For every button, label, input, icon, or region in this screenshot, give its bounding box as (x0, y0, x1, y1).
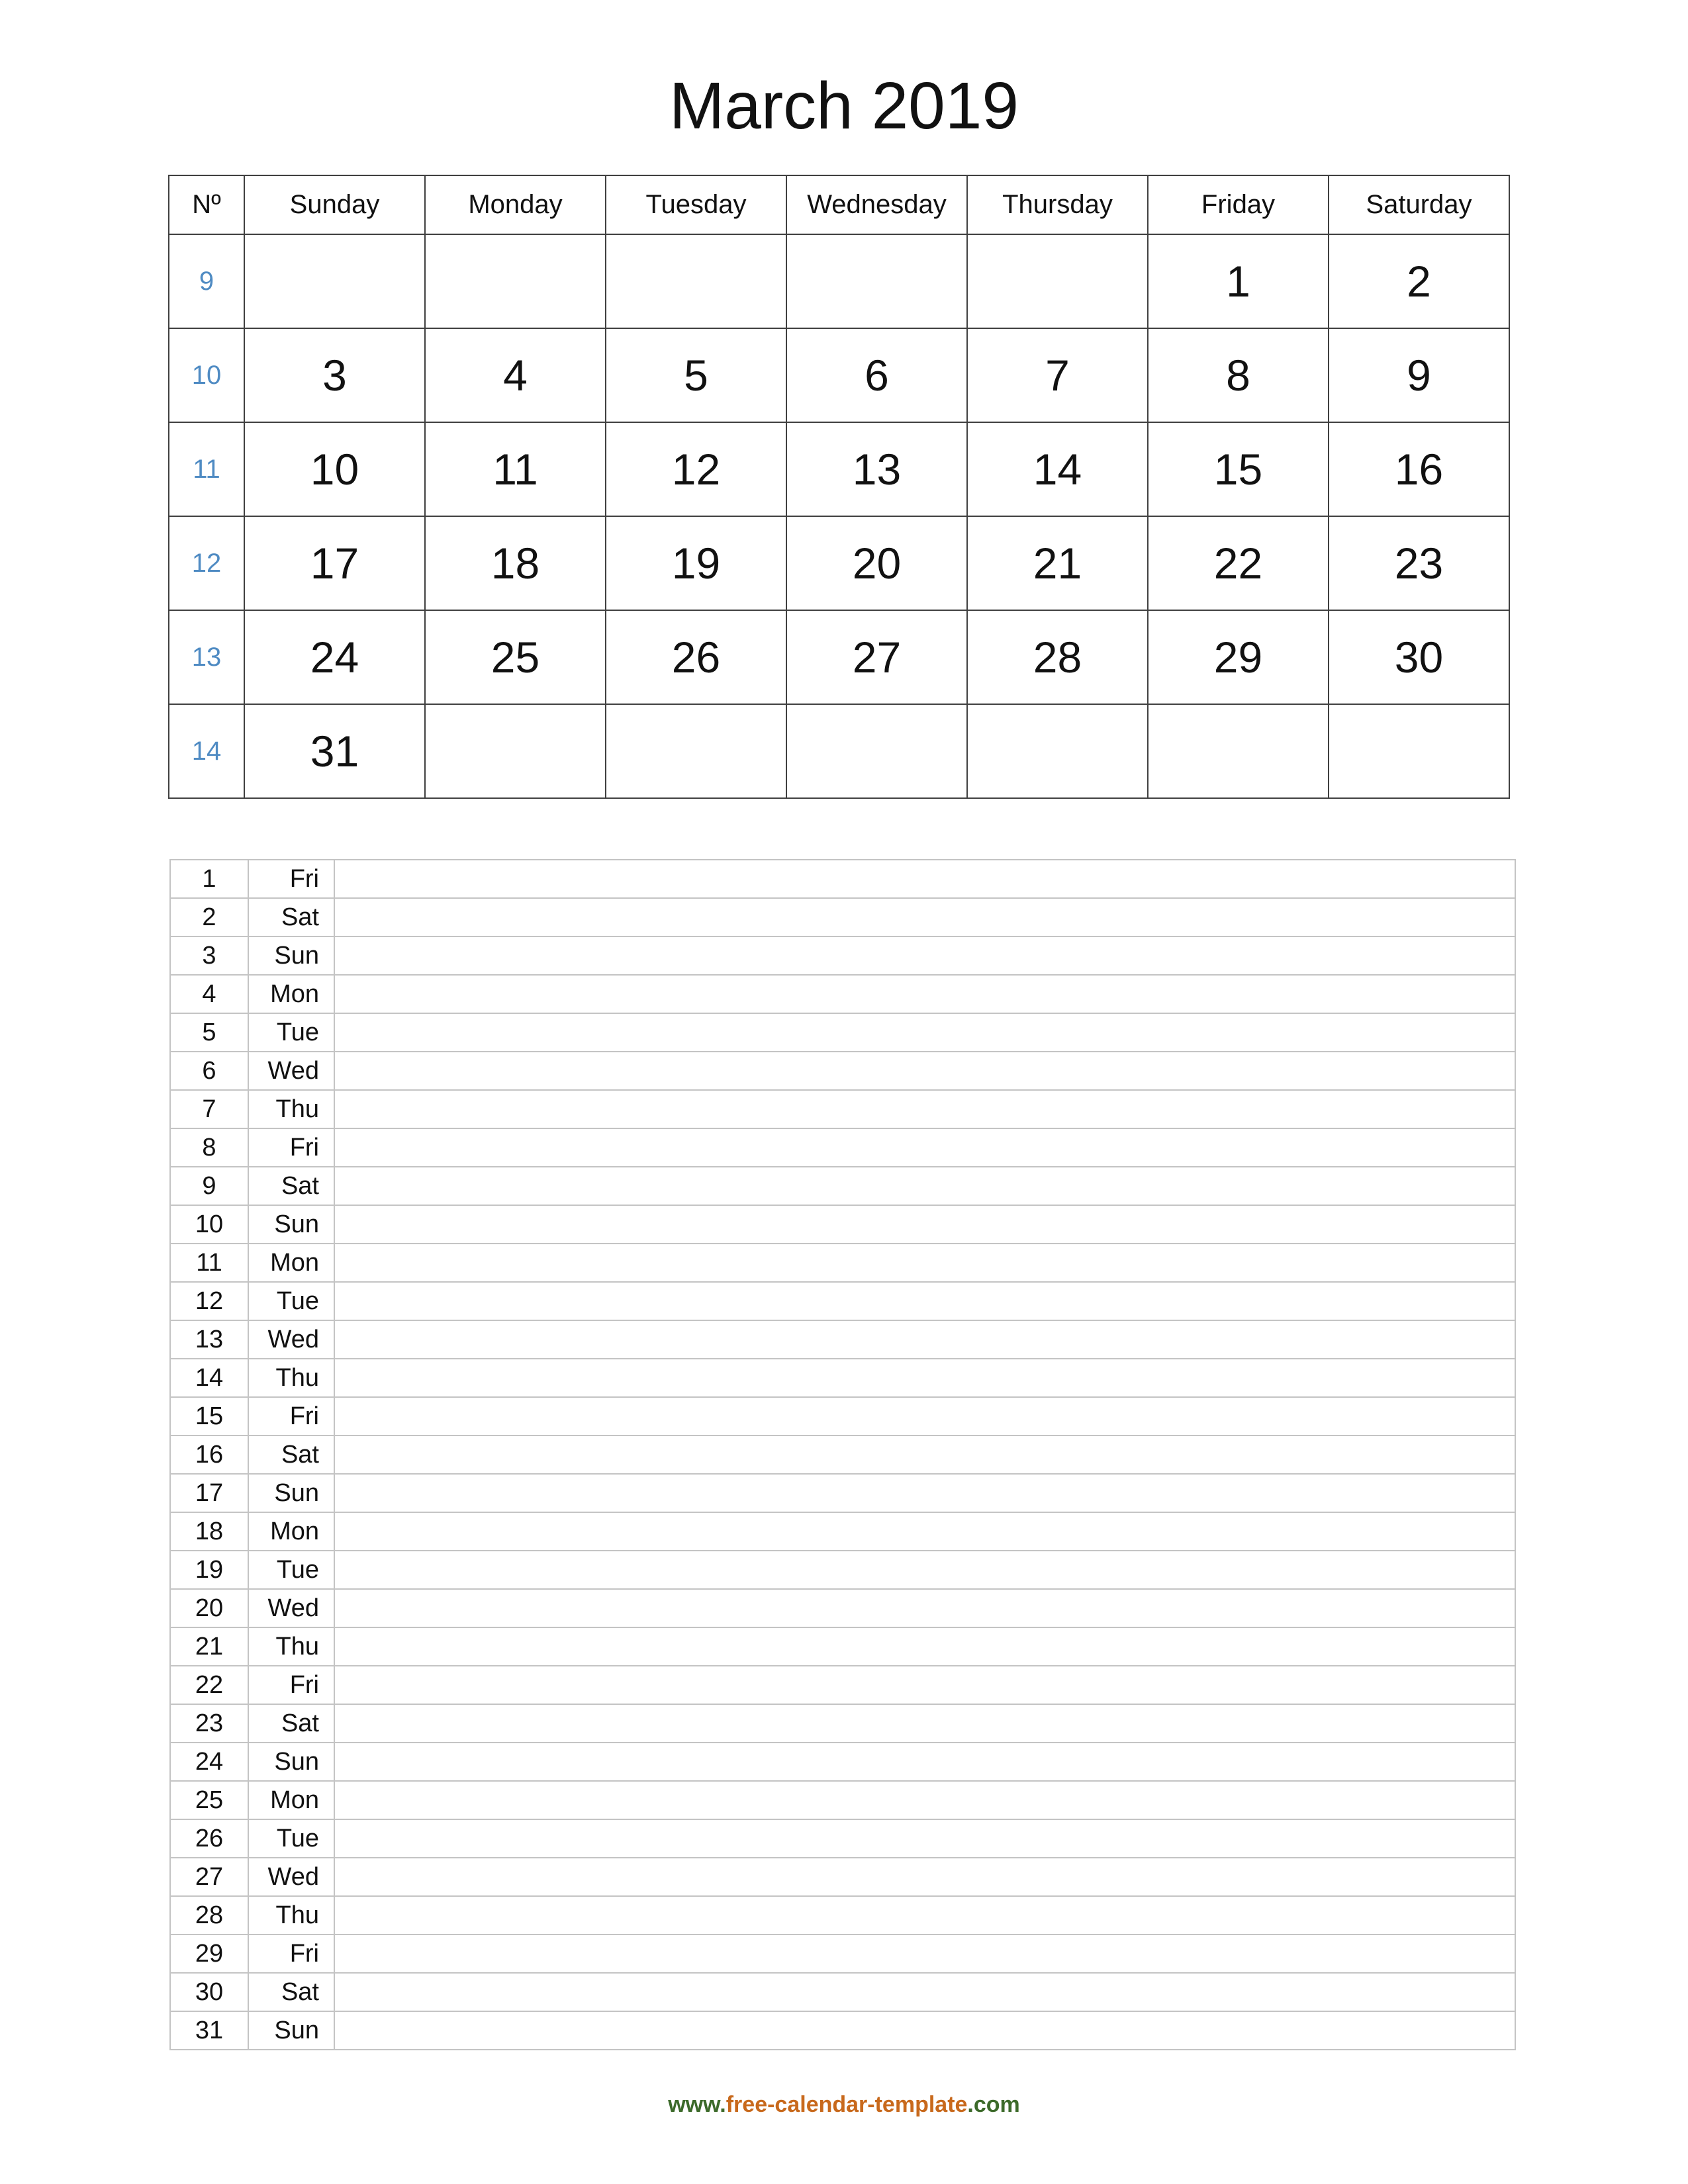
list-note-field[interactable] (334, 1858, 1515, 1896)
list-note-field[interactable] (334, 1819, 1515, 1858)
list-day-number: 22 (170, 1666, 248, 1704)
list-note-field[interactable] (334, 898, 1515, 936)
list-note-field[interactable] (334, 1666, 1515, 1704)
list-item (170, 975, 1515, 1013)
list-note-field[interactable] (334, 2011, 1515, 2050)
list-day-number: 21 (170, 1627, 248, 1666)
list-item (170, 1320, 1515, 1359)
list-note-field[interactable] (334, 1512, 1515, 1551)
week-number: 13 (169, 610, 244, 704)
list-day-number: 20 (170, 1589, 248, 1627)
page-title: March 2019 (669, 69, 1019, 143)
list-day-number: 30 (170, 1973, 248, 2011)
list-weekday: Fri (248, 860, 334, 898)
week-number: 10 (169, 328, 244, 422)
list-note-field[interactable] (334, 1627, 1515, 1666)
list-weekday: Fri (248, 1128, 334, 1167)
list-day-number: 25 (170, 1781, 248, 1819)
list-weekday: Fri (248, 1397, 334, 1435)
day-cell (1148, 704, 1329, 798)
list-day-number: 31 (170, 2011, 248, 2050)
weekday-header: Monday (425, 175, 606, 234)
day-cell: 12 (606, 422, 786, 516)
list-day-number: 6 (170, 1052, 248, 1090)
list-item (170, 1896, 1515, 1934)
list-note-field[interactable] (334, 936, 1515, 975)
footer-suffix: .com (967, 2092, 1020, 2117)
list-day-number: 13 (170, 1320, 248, 1359)
weekday-header: Tuesday (606, 175, 786, 234)
list-note-field[interactable] (334, 1090, 1515, 1128)
week-number: 11 (169, 422, 244, 516)
day-cell: 8 (1148, 328, 1329, 422)
list-weekday: Sun (248, 936, 334, 975)
list-weekday: Wed (248, 1858, 334, 1896)
list-note-field[interactable] (334, 975, 1515, 1013)
list-weekday: Tue (248, 1819, 334, 1858)
list-day-number: 12 (170, 1282, 248, 1320)
list-day-number: 1 (170, 860, 248, 898)
day-cell: 15 (1148, 422, 1329, 516)
list-item (170, 1666, 1515, 1704)
list-note-field[interactable] (334, 1397, 1515, 1435)
list-note-field[interactable] (334, 1052, 1515, 1090)
list-item (170, 1627, 1515, 1666)
list-item (170, 1128, 1515, 1167)
day-cell: 27 (786, 610, 967, 704)
list-weekday: Fri (248, 1666, 334, 1704)
day-cell (606, 234, 786, 328)
day-cell (786, 704, 967, 798)
list-note-field[interactable] (334, 1435, 1515, 1474)
weekday-header: Wednesday (786, 175, 967, 234)
day-cell (425, 234, 606, 328)
list-item (170, 2011, 1515, 2050)
day-cell (425, 704, 606, 798)
day-cell: 19 (606, 516, 786, 610)
list-weekday: Sun (248, 2011, 334, 2050)
list-day-number: 4 (170, 975, 248, 1013)
day-cell: 10 (244, 422, 425, 516)
daily-notes-list (169, 859, 1516, 2050)
week-number: 9 (169, 234, 244, 328)
list-note-field[interactable] (334, 860, 1515, 898)
list-day-number: 15 (170, 1397, 248, 1435)
day-cell: 4 (425, 328, 606, 422)
day-cell: 16 (1329, 422, 1509, 516)
list-note-field[interactable] (334, 1704, 1515, 1743)
list-weekday: Mon (248, 1244, 334, 1282)
day-cell: 29 (1148, 610, 1329, 704)
footer-prefix: www. (668, 2092, 726, 2117)
day-cell: 22 (1148, 516, 1329, 610)
list-weekday: Sun (248, 1474, 334, 1512)
list-weekday: Fri (248, 1934, 334, 1973)
list-weekday: Sat (248, 1435, 334, 1474)
footer-domain: free-calendar-template (726, 2092, 968, 2117)
list-item (170, 1435, 1515, 1474)
list-day-number: 28 (170, 1896, 248, 1934)
list-weekday: Tue (248, 1282, 334, 1320)
day-cell: 14 (967, 422, 1148, 516)
list-weekday: Wed (248, 1589, 334, 1627)
list-item (170, 1167, 1515, 1205)
list-day-number: 23 (170, 1704, 248, 1743)
list-item (170, 1781, 1515, 1819)
list-day-number: 7 (170, 1090, 248, 1128)
list-weekday: Mon (248, 1781, 334, 1819)
day-cell: 18 (425, 516, 606, 610)
list-note-field[interactable] (334, 1934, 1515, 1973)
list-weekday: Sat (248, 1167, 334, 1205)
day-cell: 2 (1329, 234, 1509, 328)
list-note-field[interactable] (334, 1320, 1515, 1359)
day-cell: 5 (606, 328, 786, 422)
list-note-field[interactable] (334, 1244, 1515, 1282)
list-day-number: 19 (170, 1551, 248, 1589)
list-item (170, 1934, 1515, 1973)
weekday-header-row (169, 175, 1509, 234)
day-cell: 26 (606, 610, 786, 704)
list-note-field[interactable] (334, 1896, 1515, 1934)
list-weekday: Mon (248, 1512, 334, 1551)
list-weekday: Sat (248, 898, 334, 936)
day-cell: 24 (244, 610, 425, 704)
list-item (170, 1704, 1515, 1743)
day-cell: 9 (1329, 328, 1509, 422)
day-cell (1329, 704, 1509, 798)
day-cell: 13 (786, 422, 967, 516)
list-weekday: Sun (248, 1743, 334, 1781)
list-item (170, 860, 1515, 898)
day-cell: 21 (967, 516, 1148, 610)
footer-website[interactable] (0, 2090, 1688, 2119)
list-day-number: 9 (170, 1167, 248, 1205)
list-day-number: 16 (170, 1435, 248, 1474)
list-weekday: Tue (248, 1551, 334, 1589)
list-note-field[interactable] (334, 1013, 1515, 1052)
list-weekday: Thu (248, 1090, 334, 1128)
week-number-header: Nº (169, 175, 244, 234)
calendar-week-row (169, 610, 1509, 704)
list-item (170, 1743, 1515, 1781)
list-item (170, 1359, 1515, 1397)
day-cell (967, 234, 1148, 328)
weekday-header: Friday (1148, 175, 1329, 234)
list-item (170, 1052, 1515, 1090)
day-cell: 1 (1148, 234, 1329, 328)
day-cell: 17 (244, 516, 425, 610)
weekday-header: Sunday (244, 175, 425, 234)
list-item (170, 1512, 1515, 1551)
list-item (170, 1397, 1515, 1435)
list-item (170, 1013, 1515, 1052)
day-cell (786, 234, 967, 328)
calendar-week-row (169, 234, 1509, 328)
day-cell: 3 (244, 328, 425, 422)
list-day-number: 3 (170, 936, 248, 975)
list-item (170, 936, 1515, 975)
calendar-week-row (169, 516, 1509, 610)
list-day-number: 8 (170, 1128, 248, 1167)
list-item (170, 898, 1515, 936)
day-cell (967, 704, 1148, 798)
list-note-field[interactable] (334, 1167, 1515, 1205)
list-note-field[interactable] (334, 1474, 1515, 1512)
list-day-number: 17 (170, 1474, 248, 1512)
list-weekday: Thu (248, 1359, 334, 1397)
list-note-field[interactable] (334, 1128, 1515, 1167)
list-weekday: Tue (248, 1013, 334, 1052)
list-note-field[interactable] (334, 1781, 1515, 1819)
calendar-week-row (169, 422, 1509, 516)
list-note-field[interactable] (334, 1589, 1515, 1627)
list-item (170, 1205, 1515, 1244)
day-cell: 6 (786, 328, 967, 422)
list-day-number: 10 (170, 1205, 248, 1244)
weekday-header: Saturday (1329, 175, 1509, 234)
list-item (170, 1973, 1515, 2011)
calendar-week-row (169, 328, 1509, 422)
list-item (170, 1551, 1515, 1589)
day-cell (244, 234, 425, 328)
list-item (170, 1474, 1515, 1512)
list-weekday: Thu (248, 1896, 334, 1934)
month-calendar-grid (168, 175, 1510, 799)
day-cell: 28 (967, 610, 1148, 704)
list-item (170, 1819, 1515, 1858)
list-item (170, 1858, 1515, 1896)
list-note-field[interactable] (334, 1551, 1515, 1589)
list-day-number: 24 (170, 1743, 248, 1781)
day-cell: 11 (425, 422, 606, 516)
calendar-week-row (169, 704, 1509, 798)
list-day-number: 2 (170, 898, 248, 936)
list-weekday: Wed (248, 1320, 334, 1359)
list-weekday: Wed (248, 1052, 334, 1090)
list-weekday: Mon (248, 975, 334, 1013)
day-cell: 31 (244, 704, 425, 798)
day-cell: 25 (425, 610, 606, 704)
list-day-number: 27 (170, 1858, 248, 1896)
day-cell (606, 704, 786, 798)
list-day-number: 14 (170, 1359, 248, 1397)
list-note-field[interactable] (334, 1359, 1515, 1397)
list-item (170, 1244, 1515, 1282)
list-note-field[interactable] (334, 1205, 1515, 1244)
day-cell: 7 (967, 328, 1148, 422)
list-day-number: 29 (170, 1934, 248, 1973)
list-weekday: Sun (248, 1205, 334, 1244)
day-cell: 20 (786, 516, 967, 610)
list-note-field[interactable] (334, 1282, 1515, 1320)
day-cell: 30 (1329, 610, 1509, 704)
list-item (170, 1589, 1515, 1627)
list-day-number: 11 (170, 1244, 248, 1282)
list-weekday: Thu (248, 1627, 334, 1666)
list-day-number: 26 (170, 1819, 248, 1858)
list-item (170, 1282, 1515, 1320)
list-weekday: Sat (248, 1973, 334, 2011)
list-day-number: 5 (170, 1013, 248, 1052)
list-item (170, 1090, 1515, 1128)
list-day-number: 18 (170, 1512, 248, 1551)
weekday-header: Thursday (967, 175, 1148, 234)
list-note-field[interactable] (334, 1973, 1515, 2011)
day-cell: 23 (1329, 516, 1509, 610)
list-note-field[interactable] (334, 1743, 1515, 1781)
week-number: 12 (169, 516, 244, 610)
week-number: 14 (169, 704, 244, 798)
list-weekday: Sat (248, 1704, 334, 1743)
